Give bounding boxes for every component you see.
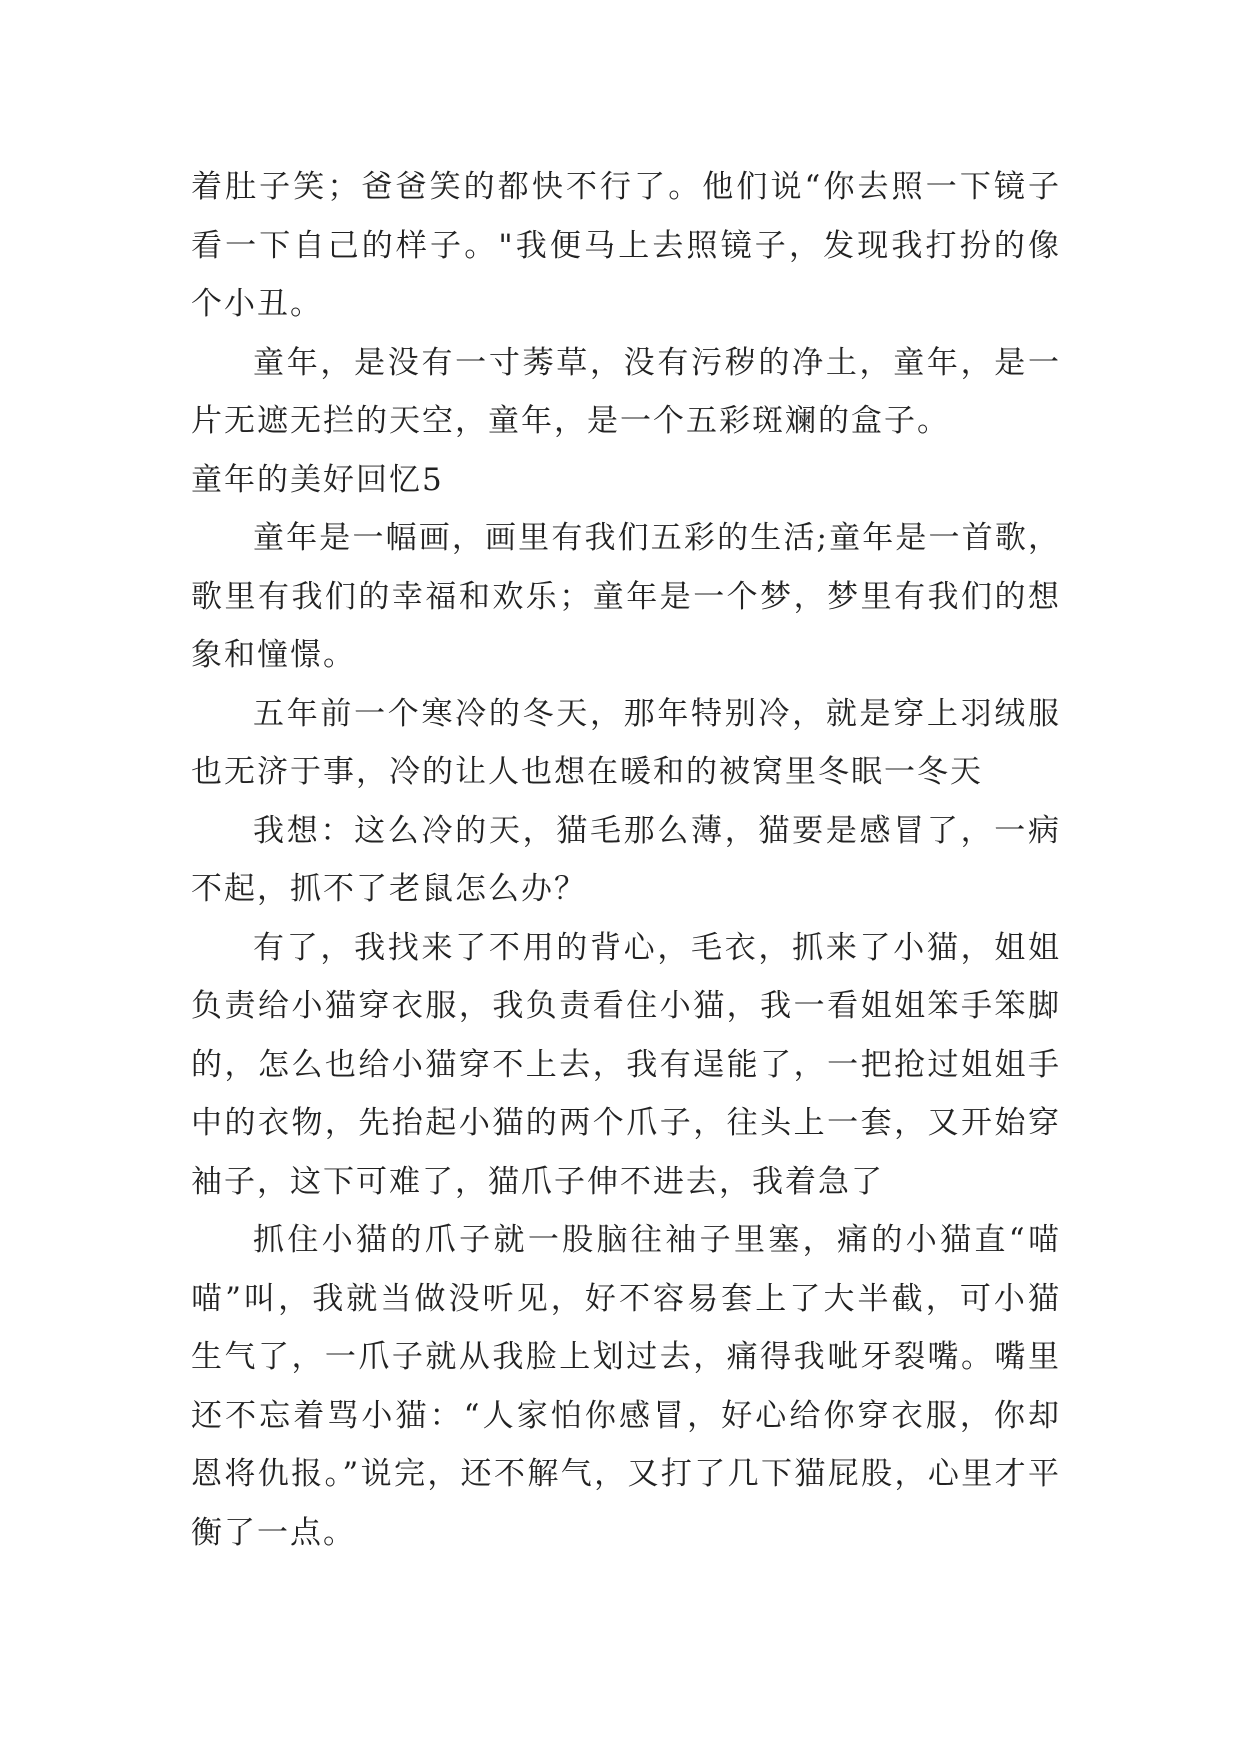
paragraph: 我想：这么冷的天，猫毛那么薄，猫要是感冒了，一病不起，抓不了老鼠怎么办？ [191, 812, 1061, 907]
paragraph-childhood-definition: 童年，是没有一寸莠草，没有污秽的净土，童年，是一片无遮无拦的天空，童年，是一个五彩斑斓的盒子。 [191, 344, 1061, 439]
paragraph: 童年是一幅画，画里有我们五彩的生活;童年是一首歌，歌里有我们的幸福和欢乐；童年是一个梦，梦里有我们的想象和憧憬。 [191, 520, 1061, 673]
document-body [191, 158, 1061, 1562]
paragraph: 抓住小猫的爪子就一股脑往袖子里塞，痛的小猫直“喵喵”叫，我就当做没听见，好不容易套上了大半截，可小猫生气了，一爪子就从我脸上划过去，痛得我呲牙裂嘴。嘴里还不忘着骂小猫：“人家怕你感冒，好心给你穿衣服，你却恩将仇报。”说完，还不解气，又打了几下猫屁股，心里才平衡了一点。 [191, 1222, 1061, 1551]
paragraph-continued: 着肚子笑；爸爸笑的都快不行了。他们说“你去照一下镜子看一下自己的样子。"我便马上去照镜子，发现我打扮的像个小丑。 [191, 169, 1061, 322]
paragraph: 有了，我找来了不用的背心，毛衣，抓来了小猫，姐姐负责给小猫穿衣服，我负责看住小猫，我一看姐姐笨手笨脚的，怎么也给小猫穿不上去，我有逞能了，一把抢过姐姐手中的衣物，先抬起小猫的两个爪子，往头上一套，又开始穿袖子，这下可难了，猫爪子伸不进去，我着急了 [191, 929, 1061, 1200]
section-heading: 童年的美好回忆5 [191, 461, 444, 498]
paragraph: 五年前一个寒冷的冬天，那年特别冷，就是穿上羽绒服也无济于事，冷的让人也想在暖和的被窝里冬眠一冬天 [191, 695, 1061, 790]
